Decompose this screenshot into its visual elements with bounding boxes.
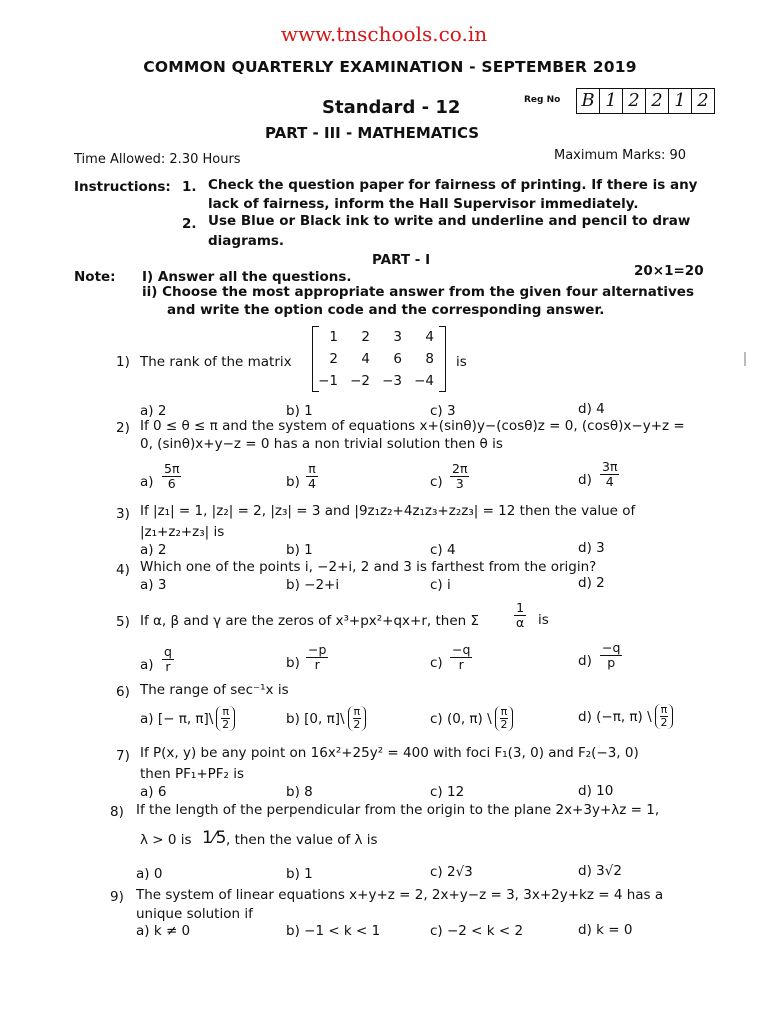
matrix	[312, 326, 446, 392]
option-d: d) 3	[578, 540, 605, 556]
website-url[interactable]: www.tnschools.co.in	[280, 22, 488, 46]
option-d: d) k = 0	[578, 922, 633, 938]
option-c: c)	[430, 655, 443, 671]
instruction-1-line2: lack of fairness, inform the Hall Supervisor immediately.	[208, 196, 639, 212]
option-c-fraction	[450, 462, 469, 491]
denominator: 3	[455, 476, 464, 491]
reg-digit: 1	[600, 89, 623, 113]
fraction-one-fifth: 1⁄5	[202, 828, 227, 848]
reg-digit: 2	[697, 90, 709, 111]
denominator: 2	[222, 718, 230, 731]
option-c: c)	[430, 474, 443, 490]
option-d: d) 10	[578, 783, 614, 799]
set-fraction	[348, 706, 367, 731]
denominator: 4	[605, 474, 614, 489]
option-a: a) 3	[140, 577, 167, 593]
numerator: 3π	[602, 459, 618, 474]
option-a: a) 2	[140, 542, 167, 558]
question-number: 1)	[116, 354, 130, 370]
numerator: −q	[452, 642, 471, 657]
question-number: 8)	[110, 804, 124, 820]
set-fraction	[216, 706, 235, 731]
question-text: is	[538, 612, 549, 628]
denominator: p	[607, 655, 616, 670]
matrix-cell: 4	[361, 351, 370, 367]
denominator: r	[314, 657, 320, 672]
reg-digit: 2	[646, 89, 669, 113]
option-b: b) 1	[286, 866, 313, 882]
option-d	[578, 704, 673, 729]
option-label: b) [0, π]\	[286, 710, 345, 727]
question-number: 5)	[116, 614, 130, 630]
denominator: 4	[308, 476, 316, 491]
note-2-line2: and write the option code and the corresponding answer.	[167, 302, 605, 318]
option-c: c) 3	[430, 403, 456, 419]
numerator: 2π	[452, 461, 468, 476]
numerator: π	[353, 705, 361, 718]
set-fraction	[655, 704, 674, 729]
reg-no-boxes	[576, 88, 715, 114]
option-d: d)	[578, 472, 592, 488]
question-text: If α, β and γ are the zeros of x³+px²+qx+r, then Σ	[140, 613, 480, 629]
matrix-cell: −2	[350, 373, 370, 389]
question-text: then PF₁+PF₂ is	[140, 766, 245, 782]
numerator: 1	[516, 600, 525, 615]
option-a: a) 0	[136, 866, 163, 882]
denominator: r	[165, 659, 171, 674]
option-b	[286, 706, 366, 731]
matrix-cell: 6	[393, 351, 402, 367]
option-d-fraction	[600, 460, 619, 489]
option-d: d) 2	[578, 575, 605, 591]
numerator: π	[660, 703, 668, 716]
instructions-label: Instructions:	[74, 179, 171, 195]
matrix-cell: 3	[393, 329, 402, 345]
question-text: If the length of the perpendicular from the origin to the plane 2x+3y+λz = 1,	[136, 802, 660, 818]
maximum-marks: Maximum Marks: 90	[554, 148, 687, 163]
question-text: is	[456, 354, 467, 370]
numerator: π	[500, 705, 508, 718]
denominator: r	[458, 657, 464, 672]
option-d-fraction	[600, 641, 622, 670]
denominator: 2	[500, 718, 508, 731]
numerator: q	[164, 644, 172, 659]
option-b-fraction	[306, 643, 328, 672]
option-d: d) 3√2	[578, 863, 622, 879]
question-number: 7)	[116, 748, 130, 764]
instruction-2-line2: diagrams.	[208, 233, 285, 249]
matrix-cell: 2	[361, 329, 370, 345]
question-number: 6)	[116, 684, 130, 700]
question-text: The range of sec⁻¹x is	[140, 682, 289, 698]
matrix-cell: 8	[425, 351, 434, 367]
option-b: b) 8	[286, 784, 313, 800]
sigma-fraction	[514, 601, 526, 630]
question-text: 0, (sinθ)x+y−z = 0 has a non trivial solution then θ is	[140, 436, 503, 452]
option-label: d) (−π, π) \	[578, 708, 652, 725]
option-b: b) 1	[286, 542, 313, 558]
reg-digit: 2	[623, 89, 646, 113]
question-text: If P(x, y) be any point on 16x²+25y² = 400 with foci F₁(3, 0) and F₂(−3, 0)	[140, 745, 639, 761]
option-c	[430, 706, 513, 731]
denominator: α	[516, 615, 525, 630]
question-text: If 0 ≤ θ ≤ π and the system of equations x+(sinθ)y−(cosθ)z = 0, (cosθ)x−y+z =	[140, 418, 685, 434]
option-b: b)	[286, 655, 300, 671]
option-b: b) 1	[286, 403, 313, 419]
option-c: c) 2√3	[430, 864, 473, 880]
set-fraction	[495, 706, 514, 731]
option-d: d) 4	[578, 401, 605, 417]
question-number: 9)	[110, 889, 124, 905]
note-label: Note:	[74, 269, 116, 285]
question-text: The rank of the matrix	[140, 354, 292, 370]
matrix-cell: 2	[329, 351, 338, 367]
option-a: a)	[140, 657, 154, 673]
option-c: c) −2 < k < 2	[430, 923, 524, 939]
question-text: Which one of the points i, −2+i, 2 and 3 is farthest from the origin?	[140, 559, 597, 575]
matrix-cell: 4	[425, 329, 434, 345]
reg-digit: B	[577, 89, 600, 113]
note-2-line1: ii) Choose the most appropriate answer from the given four alternatives	[142, 284, 694, 300]
numerator: −p	[308, 642, 327, 657]
exam-title: COMMON QUARTERLY EXAMINATION - SEPTEMBER 2019	[143, 58, 637, 76]
matrix-cell: −1	[318, 373, 338, 389]
numerator: π	[308, 461, 316, 476]
option-a	[140, 706, 235, 731]
option-label: c) (0, π) \	[430, 710, 492, 727]
part-heading: PART - I	[372, 252, 431, 268]
denominator: 2	[353, 718, 361, 731]
question-text: If |z₁| = 1, |z₂| = 2, |z₃| = 3 and |9z₁z₂+4z₁z₃+z₂z₃| = 12 then the value of	[140, 503, 636, 519]
question-number: 4)	[116, 562, 130, 578]
option-label: a) [− π, π]\	[140, 710, 214, 727]
option-a: a)	[140, 474, 154, 490]
time-allowed: Time Allowed: 2.30 Hours	[74, 152, 241, 167]
instruction-1-number: 1.	[182, 179, 197, 195]
option-d: d)	[578, 653, 592, 669]
numerator: π	[222, 705, 229, 718]
numerator: −q	[602, 640, 621, 655]
reg-digit: 1	[669, 89, 692, 113]
option-b: b)	[286, 474, 300, 490]
option-a-fraction	[162, 462, 181, 491]
instruction-1-line1: Check the question paper for fairness of printing. If there is any	[208, 177, 698, 193]
option-b-fraction	[306, 462, 318, 491]
option-b: b) −2+i	[286, 577, 340, 593]
option-c-fraction	[450, 643, 472, 672]
reg-no-label: Reg No	[524, 95, 561, 105]
option-a-fraction	[162, 645, 174, 674]
question-number: 3)	[116, 506, 130, 522]
matrix-right-bracket	[439, 326, 446, 392]
denominator: 6	[167, 476, 176, 491]
standard-label: Standard - 12	[322, 97, 461, 118]
question-text: λ > 0 is	[140, 832, 192, 848]
option-b: b) −1 < k < 1	[286, 923, 381, 939]
question-number: 2)	[116, 420, 130, 436]
option-c: c) 4	[430, 542, 456, 558]
question-text: The system of linear equations x+y+z = 2, 2x+y−z = 3, 3x+2y+kz = 4 has a	[136, 887, 664, 903]
option-a: a) 2	[140, 403, 167, 419]
option-c: c) 12	[430, 784, 465, 800]
option-c: c) i	[430, 577, 451, 593]
instruction-2-number: 2.	[182, 216, 197, 232]
matrix-cell: −3	[382, 373, 402, 389]
option-a: a) k ≠ 0	[136, 923, 191, 939]
option-a: a) 6	[140, 784, 167, 800]
subject-title: PART - III - MATHEMATICS	[265, 124, 480, 142]
scan-mark	[744, 352, 746, 366]
denominator: 2	[660, 716, 668, 729]
note-1: I) Answer all the questions.	[142, 269, 352, 285]
part-marks: 20×1=20	[634, 263, 704, 279]
question-text: |z₁+z₂+z₃| is	[140, 524, 225, 540]
question-text: , then the value of λ is	[226, 832, 378, 848]
matrix-cell: 1	[329, 329, 338, 345]
matrix-cell: −4	[414, 373, 434, 389]
instruction-2-line1: Use Blue or Black ink to write and underline and pencil to draw	[208, 213, 691, 229]
question-text: unique solution if	[136, 906, 253, 922]
numerator: 5π	[164, 461, 180, 476]
